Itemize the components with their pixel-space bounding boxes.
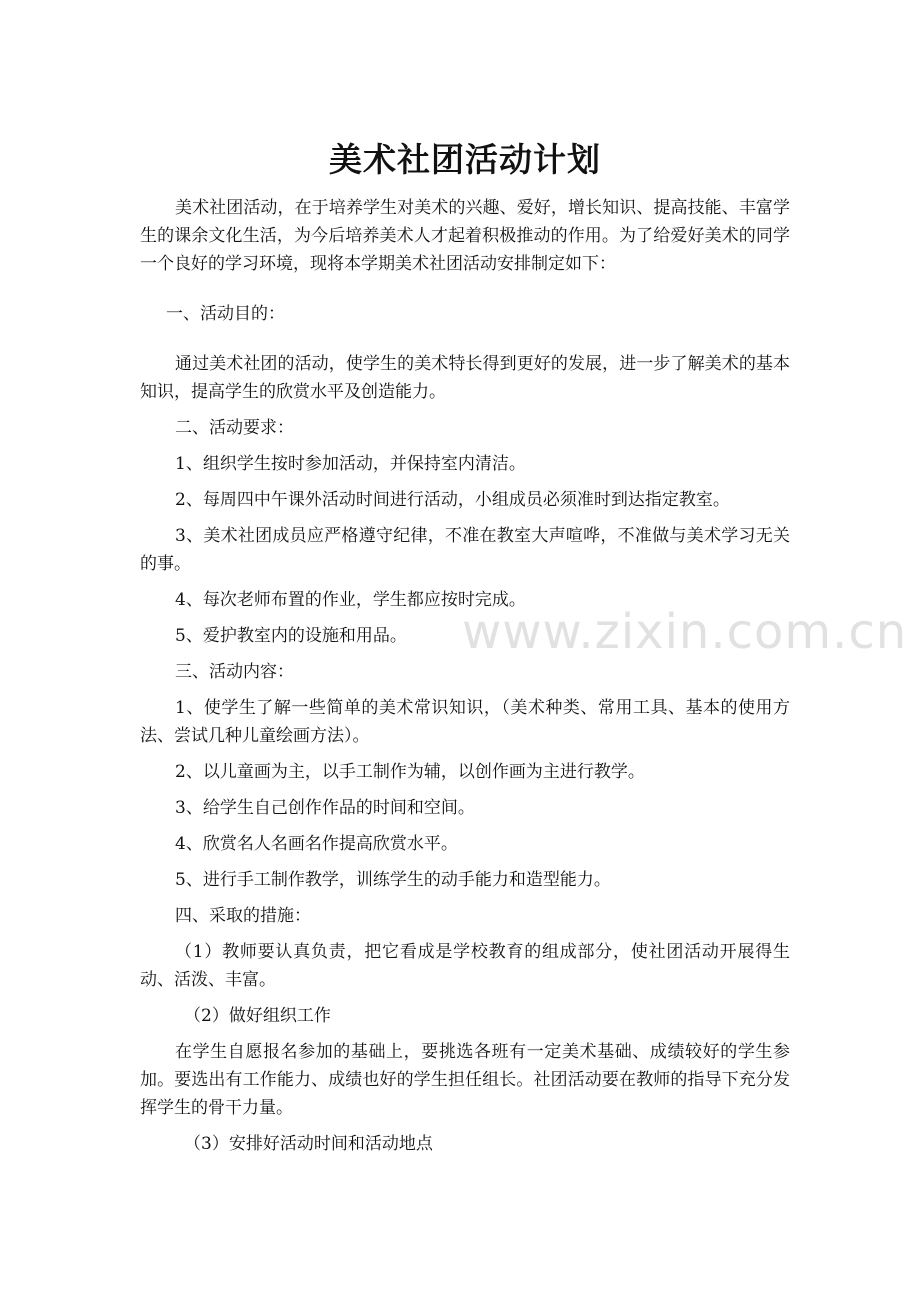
content-item-3: 3、给学生自己创作作品的时间和空间。 — [175, 798, 475, 818]
measure-item-2-text: 在学生自愿报名参加的基础上，要挑选各班有一定美术基础、成绩较好的学生参加。要选出有工作能力、成绩也好的学生担任组长。社团活动要在教师的指导下充分发挥学生的骨干力量。 — [140, 1042, 790, 1118]
measure-item-3: （3）安排好活动时间和活动地点 — [184, 1134, 433, 1154]
section-heading-purpose: 一、活动目的： — [166, 304, 285, 324]
purpose-text: 通过美术社团的活动，使学生的美术特长得到更好的发展，进一步了解美术的基本知识，提高学生的欣赏水平及创造能力。 — [140, 354, 790, 402]
measure-item-2: （2）做好组织工作 — [184, 1006, 331, 1026]
section-heading-measures: 四、采取的措施： — [175, 906, 311, 926]
requirement-item-1: 1、组织学生按时参加活动，并保持室内清洁。 — [175, 454, 526, 474]
requirement-item-4: 4、每次老师布置的作业，学生都应按时完成。 — [175, 590, 526, 610]
content-item-1: 1、使学生了解一些简单的美术常识知识，（美术种类、常用工具、基本的使用方法、尝试几种儿童绘画方法）。 — [140, 698, 790, 746]
document-title: 美术社团活动计划 — [329, 140, 601, 179]
section-heading-requirements: 二、活动要求： — [175, 418, 294, 438]
content-item-2: 2、以儿童画为主，以手工制作为辅，以创作画为主进行教学。 — [175, 762, 645, 782]
measure-item-1: （1）教师要认真负责，把它看成是学校教育的组成部分，使社团活动开展得生动、活泼、丰富。 — [140, 942, 790, 990]
watermark-text: www.zixin.com.cn — [462, 604, 908, 660]
requirement-item-5: 5、爱护教室内的设施和用品。 — [175, 626, 407, 646]
requirement-item-3: 3、美术社团成员应严格遵守纪律，不准在教室大声喧哗，不准做与美术学习无关的事。 — [140, 526, 790, 574]
section-heading-content: 三、活动内容： — [175, 662, 294, 682]
requirement-item-2: 2、每周四中午课外活动时间进行活动，小组成员必须准时到达指定教室。 — [175, 490, 730, 510]
content-item-5: 5、进行手工制作教学，训练学生的动手能力和造型能力。 — [175, 870, 611, 890]
content-item-4: 4、欣赏名人名画名作提高欣赏水平。 — [175, 834, 458, 854]
intro-paragraph: 美术社团活动，在于培养学生对美术的兴趣、爱好，增长知识、提高技能、丰富学生的课余文化生活，为今后培养美术人才起着积极推动的作用。为了给爱好美术的同学一个良好的学习环境，现将本学期美术社团活动安排制定如下： — [140, 198, 790, 274]
